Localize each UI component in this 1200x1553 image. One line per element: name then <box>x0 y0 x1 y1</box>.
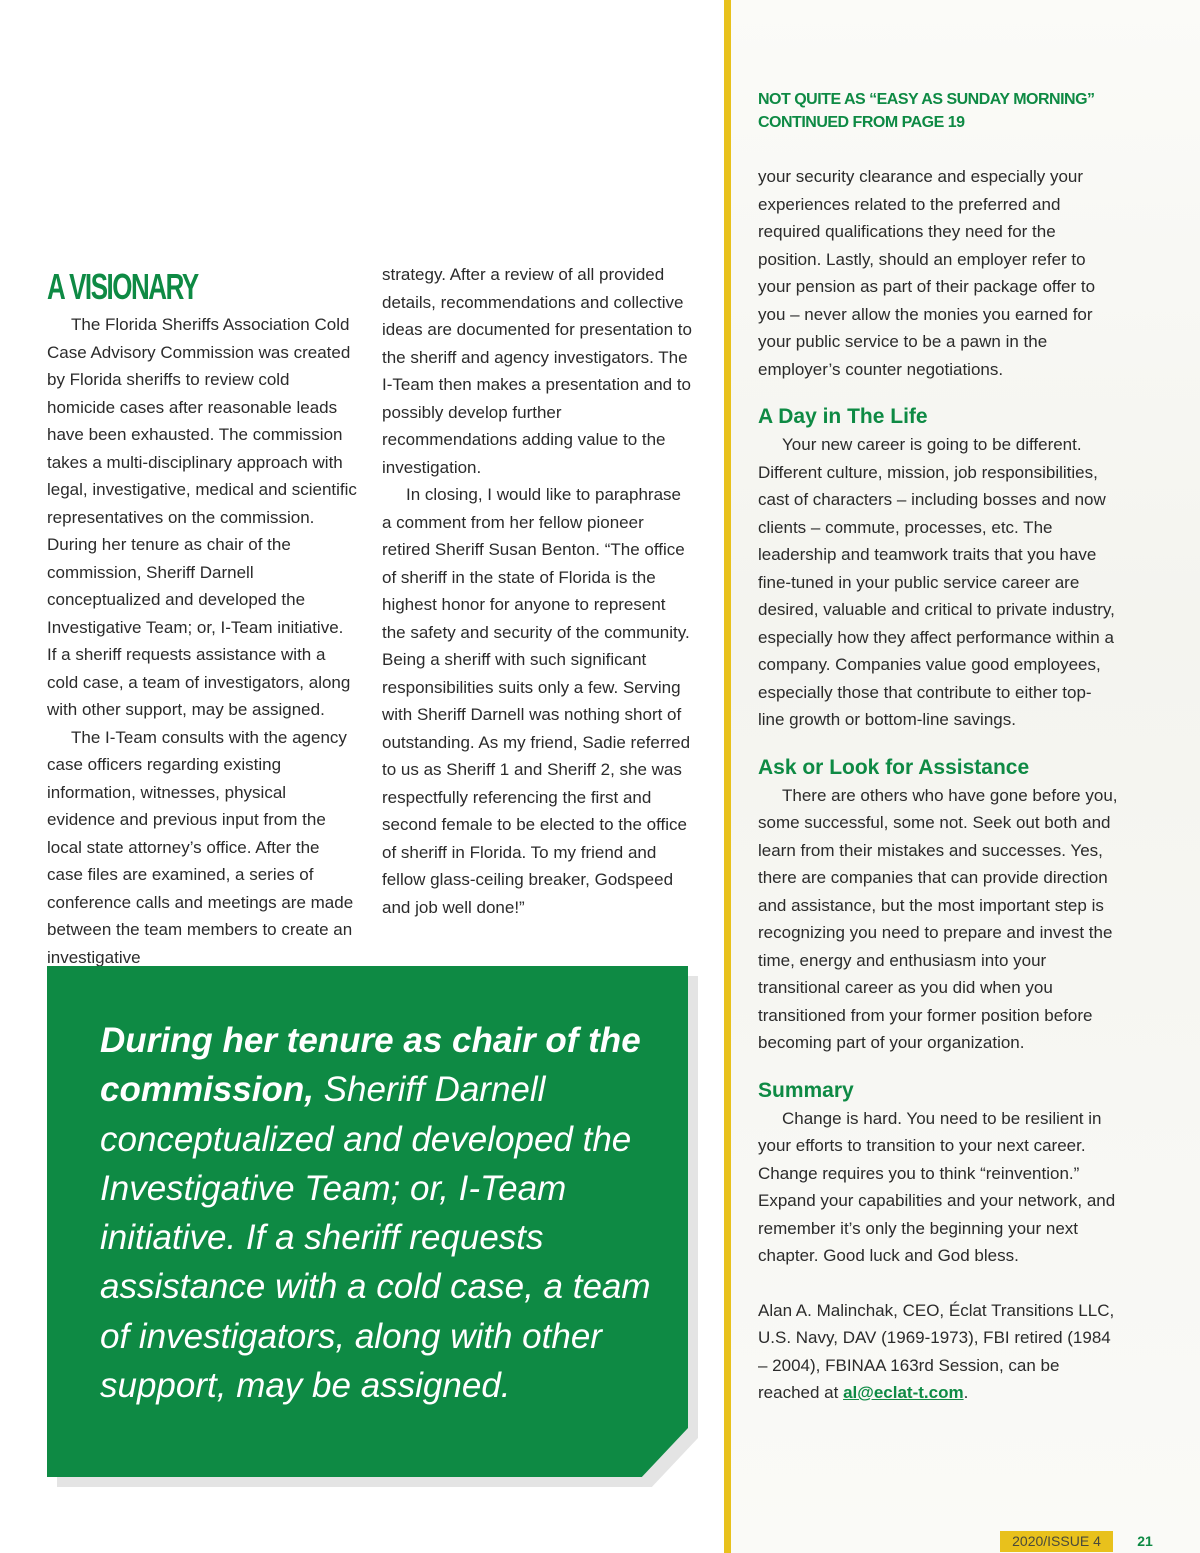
subhead-assistance: Ask or Look for Assistance <box>758 755 1030 779</box>
paragraph: Change is hard. You need to be resilient in your efforts to transition to your next career. Change requires you to think “reinvention.” Expand your capabilities and your network, and remember it’s only the beginning your next chapter. Good luck and God bless. <box>758 1108 1116 1265</box>
paragraph: your security clearance and especially your experiences related to the preferred and required qualifications they need for the position. Lastly, should an employer refer to your pension as part of their package offer to you – never allow the monies you earned for your public service to be a pawn in the employer’s counter negotiations. <box>758 167 1096 379</box>
paragraph: The I-Team consults with the agency case officers regarding existing information, witnesses, physical evidence and previous input from the local state attorney’s office. After the case files are examined, a series of conference calls and meetings are made between the team members to create an investigative <box>47 727 354 967</box>
subhead-summary: Summary <box>758 1078 854 1102</box>
issue-badge: 2020/ISSUE 4 <box>1000 1531 1113 1552</box>
right-column <box>758 163 1118 1407</box>
continued-kicker <box>758 88 1158 134</box>
author-bio <box>758 1297 1118 1407</box>
kicker-continued: CONTINUED FROM PAGE 19 <box>758 114 965 131</box>
left-column-2 <box>382 261 692 921</box>
paragraph: In closing, I would like to paraphrase a comment from her fellow pioneer retired Sheriff Susan Benton. “The office of sheriff in the state of Florida is the highest honor for anyone to represent the safety and security of the community. Being a sheriff with such significant responsibilities suits only a few. Serving with Sheriff Darnell was nothing short of outstanding. As my friend, Sadie referred to us as Sheriff 1 and Sheriff 2, she was respectfully referencing the first and second female to be elected to the office of sheriff in Florida. To my friend and fellow glass-ceiling breaker, Godspeed and job well done!” <box>382 485 691 917</box>
paragraph: Your new career is going to be different. Different culture, mission, job responsibilities, cast of characters – including bosses and now clients – commute, processes, etc. The leadership and teamwork traits that you have fine-tuned in your public service career are desired, valuable and critical to private industry, especially how they affect performance within a company. Companies value good employees, especially those that contribute to either top-line growth or bottom-line savings. <box>758 435 1115 729</box>
pull-quote-body: Sheriff Darnell conceptualized and developed the Investigative Team; or, I-Team initiative. If a sheriff requests assistance with a cold case, a team of investigators, along with other support, may be assigned. <box>100 1070 651 1406</box>
pull-quote-lead: During her tenure as chair of the commission, <box>100 1021 641 1110</box>
author-bio-end: . <box>963 1383 969 1402</box>
left-column-1 <box>47 311 357 971</box>
kicker-title: NOT QUITE AS “EASY AS SUNDAY MORNING” <box>758 91 1095 108</box>
subhead-day-in-life: A Day in The Life <box>758 405 928 428</box>
author-email-link[interactable]: al@eclat-t.com <box>843 1383 964 1402</box>
column-divider <box>724 0 731 1553</box>
pull-quote <box>100 1016 670 1410</box>
paragraph: The Florida Sheriffs Association Cold Case Advisory Commission was created by Florida sheriffs to review cold homicide cases after reasonable leads have been exhausted. The commission takes a multi-disciplinary approach with legal, investigative, medical and scientific representatives on the commission. During her tenure as chair of the commission, Sheriff Darnell conceptualized and developed the Investigative Team; or, I-Team initiative. If a sheriff requests assistance with a cold case, a team of investigators, along with other support, may be assigned. <box>47 315 357 719</box>
page-number: 21 <box>1137 1533 1153 1549</box>
paragraph: There are others who have gone before you, some successful, some not. Seek out both and learn from their mistakes and successes. Yes, there are companies that can provide direction and assistance, but the most important step is recognizing you need to prepare and invest the time, energy and enthusiasm into your transitional career as you did when you transitioned from your former position before becoming part of your organization. <box>758 785 1118 1052</box>
section-headline: A VISIONARY <box>47 266 198 307</box>
paragraph: strategy. After a review of all provided details, recommendations and collective ideas are documented for presentation to the sheriff and agency investigators. The I-Team then makes a presentation and to possibly develop further recommendations adding value to the investigation. <box>382 265 692 477</box>
author-bio-text: Alan A. Malinchak, CEO, Éclat Transitions LLC, U.S. Navy, DAV (1969-1973), FBI retired (1984 – 2004), FBINAA 163rd Session, can be reached at <box>758 1300 1115 1402</box>
